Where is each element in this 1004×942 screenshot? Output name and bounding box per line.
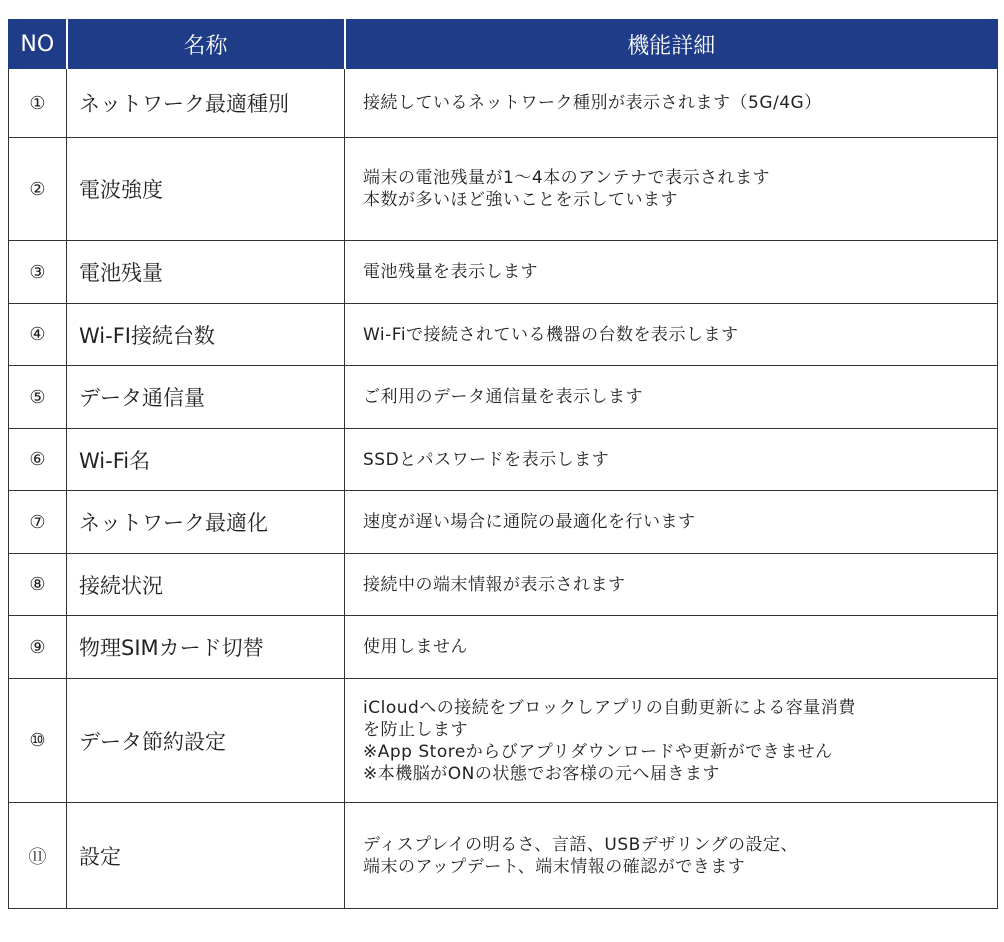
row-name: Wi-FI接続台数 [67,304,345,366]
row-detail [345,366,998,429]
row-detail [345,429,998,491]
row-name: 電波強度 [67,138,345,241]
table-row [9,138,998,241]
row-detail [345,304,998,366]
row-number: ⑤ [9,366,67,429]
header-no: NO [9,20,67,69]
row-name: 物理SIMカード切替 [67,616,345,679]
detail-line: 端末の電池残量が1～4本のアンテナで表示されます [363,168,770,188]
row-detail [345,803,998,909]
row-number: ⑨ [9,616,67,679]
detail-line: iCloudへの接続をブロックしアプリの自動更新による容量消費 [363,697,856,718]
row-name: 設定 [67,803,345,909]
row-name: ネットワーク最適化 [67,491,345,554]
detail-line: 速度が遅い場合に通院の最適化を行います [363,512,696,532]
detail-line: 端末のアップデート、端末情報の確認ができます [363,856,746,877]
detail-line: ※App Storeからびアプリダウンロードや更新ができません [363,741,833,762]
row-detail [345,241,998,304]
header-detail: 機能詳細 [345,20,998,69]
row-number: ⑧ [9,554,67,616]
row-name: データ節約設定 [67,679,345,803]
detail-line: 本数が多いほど強いことを示しています [363,190,678,210]
row-name: 接続状況 [67,554,345,616]
table-header-row [9,20,998,69]
function-table-container [8,19,997,909]
detail-line: ご利用のデータ通信量を表示します [363,387,643,407]
row-name: データ通信量 [67,366,345,429]
header-name: 名称 [67,20,345,69]
table-row [9,304,998,366]
detail-line: ※本機脳がONの状態でお客様の元へ届きます [363,763,720,784]
detail-line: Wi-Fiで接続されている機器の台数を表示します [363,324,739,345]
table-row [9,616,998,679]
detail-line: 接続しているネットワーク種別が表示されます（5G/4G） [363,93,822,113]
table-row [9,803,998,909]
row-number: ③ [9,241,67,304]
table-row [9,679,998,803]
table-row [9,429,998,491]
row-name: 電池残量 [67,241,345,304]
row-detail [345,554,998,616]
row-detail [345,138,998,241]
table-row [9,554,998,616]
row-number: ⑦ [9,491,67,554]
row-name: ネットワーク最適種別 [67,69,345,138]
row-number: ⑪ [9,803,67,909]
row-number: ① [9,69,67,138]
row-number: ② [9,138,67,241]
row-detail [345,679,998,803]
detail-line: SSDとパスワードを表示します [363,449,610,470]
detail-line: 電池残量を表示します [363,262,538,282]
row-detail [345,491,998,554]
row-name: Wi-Fi名 [67,429,345,491]
detail-line: ディスプレイの明るさ、言語、USBデザリングの設定、 [363,834,798,855]
table-row [9,366,998,429]
row-number: ④ [9,304,67,366]
row-detail [345,69,998,138]
table-row [9,491,998,554]
function-table [8,19,998,909]
table-row [9,241,998,304]
row-detail [345,616,998,679]
row-number: ⑥ [9,429,67,491]
detail-line: 使用しません [363,637,468,657]
row-number: ⑩ [9,679,67,803]
detail-line: を防止します [363,719,468,740]
table-row [9,69,998,138]
detail-line: 接続中の端末情報が表示されます [363,574,626,595]
